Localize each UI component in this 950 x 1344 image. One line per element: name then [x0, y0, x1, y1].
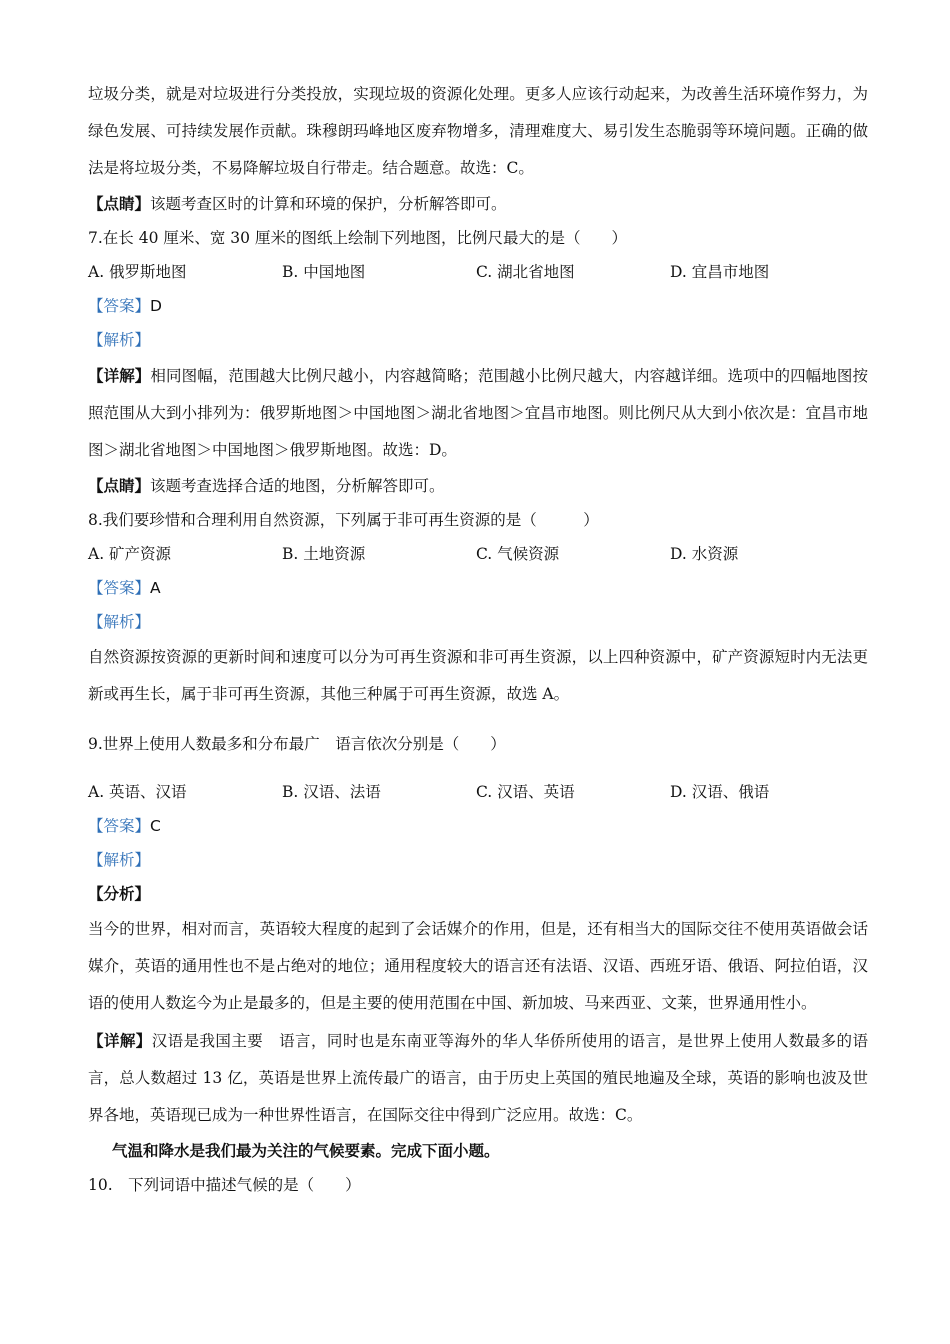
detail-tag: 【详解】	[88, 366, 151, 385]
answer-value: C	[150, 817, 161, 835]
detail-text: 汉语是我国主要 语言，同时也是东南亚等海外的华人华侨所使用的语言，是世界上使用人数最多的语言，总人数超过 13 亿，英语是世界上流传最广的语言，由于历史上英国的殖民地遍及全球，英语的影响也波及世界各地，英语现已成为一种世界性语言，在国际交往中得到广泛应用。故选：C。	[88, 1032, 868, 1124]
q7-detail	[88, 357, 868, 469]
detail-tag: 【详解】	[88, 1031, 152, 1050]
q7-answer	[88, 289, 868, 323]
q9-option-b: B. 汉语、法语	[282, 783, 381, 801]
answer-tag: 【答案】	[88, 817, 151, 835]
group-intro: 气温和降水是我们最为关注的气候要素。完成下面小题。	[112, 1141, 500, 1160]
q8-option-b: B. 土地资源	[282, 545, 366, 563]
detail-text: 相同图幅，范围越大比例尺越小，内容越简略；范围越小比例尺越大，内容越详细。选项中的四幅地图按照范围从大到小排列为：俄罗斯地图＞中国地图＞湖北省地图＞宜昌市地图。则比例尺从大到小依次是：宜昌市地图＞湖北省地图＞中国地图＞俄罗斯地图。故选：D。	[88, 367, 868, 459]
q7-stem: 7.在长 40 厘米、宽 30 厘米的图纸上绘制下列地图，比例尺最大的是（ ）	[88, 229, 627, 247]
document-page	[88, 76, 868, 1202]
q8-stem: 8.我们要珍惜和合理利用自然资源，下列属于非可再生资源的是（ ）	[88, 511, 599, 529]
q9-options	[88, 775, 868, 809]
q10-stem: 10. 下列词语中描述气候的是（ ）	[88, 1176, 361, 1194]
answer-tag: 【答案】	[88, 297, 151, 315]
q7-option-d: D. 宜昌市地图	[670, 263, 770, 281]
q9-fenxi-tag: 【分析】	[88, 884, 151, 903]
dianjing-text: 该题考查选择合适的地图，分析解答即可。	[150, 477, 445, 495]
q7-option-a: A. 俄罗斯地图	[88, 263, 187, 281]
q9-option-c: C. 汉语、英语	[476, 783, 575, 801]
q8-option-d: D. 水资源	[670, 545, 739, 563]
q9-stem: 9.世界上使用人数最多和分布最广 语言依次分别是（ ）	[88, 735, 506, 753]
q8-analysis: 自然资源按资源的更新时间和速度可以分为可再生资源和非可再生资源，以上四种资源中，矿产资源短时内无法更新或再生长，属于非可再生资源，其他三种属于可再生资源，故选 A。	[88, 648, 868, 703]
dianjing-tag: 【点睛】	[88, 476, 151, 495]
top-paragraph: 垃圾分类，就是对垃圾进行分类投放，实现垃圾的资源化处理。更多人应该行动起来，为改善生活环境作努力，为绿色发展、可持续发展作贡献。珠穆朗玛峰地区废弃物增多，清理难度大、易引发生态脆弱等环境问题。正确的做法是将垃圾分类，不易降解垃圾自行带走。结合题意。故选：C。	[88, 85, 868, 177]
top-dianjing	[88, 187, 868, 221]
q9-answer	[88, 809, 868, 843]
dianjing-text: 该题考查区时的计算和环境的保护，分析解答即可。	[150, 195, 507, 213]
q7-option-c: C. 湖北省地图	[476, 263, 575, 281]
q9-analysis-tag: 【解析】	[88, 851, 151, 869]
answer-value: D	[150, 297, 162, 315]
q7-dianjing	[88, 469, 868, 503]
q8-options	[88, 537, 868, 571]
q8-analysis-tag: 【解析】	[88, 613, 151, 631]
q7-options	[88, 255, 868, 289]
dianjing-tag: 【点睛】	[88, 194, 151, 213]
q7-analysis-tag: 【解析】	[88, 331, 151, 349]
q9-fenxi: 当今的世界，相对而言，英语较大程度的起到了会话媒介的作用，但是，还有相当大的国际交往不使用英语做会话媒介，英语的通用性也不是占绝对的地位；通用程度较大的语言还有法语、汉语、西班牙语、俄语、阿拉伯语，汉语的使用人数迄今为止是最多的，但是主要的使用范围在中国、新加坡、马来西亚、文莱，世界通用性小。	[88, 920, 868, 1012]
answer-value: A	[150, 579, 161, 597]
q8-option-a: A. 矿产资源	[88, 545, 172, 563]
q9-detail	[88, 1022, 868, 1134]
answer-tag: 【答案】	[88, 579, 151, 597]
q8-answer	[88, 571, 868, 605]
q9-option-d: D. 汉语、俄语	[670, 783, 770, 801]
q7-option-b: B. 中国地图	[282, 263, 366, 281]
q9-option-a: A. 英语、汉语	[88, 783, 187, 801]
q8-option-c: C. 气候资源	[476, 545, 560, 563]
